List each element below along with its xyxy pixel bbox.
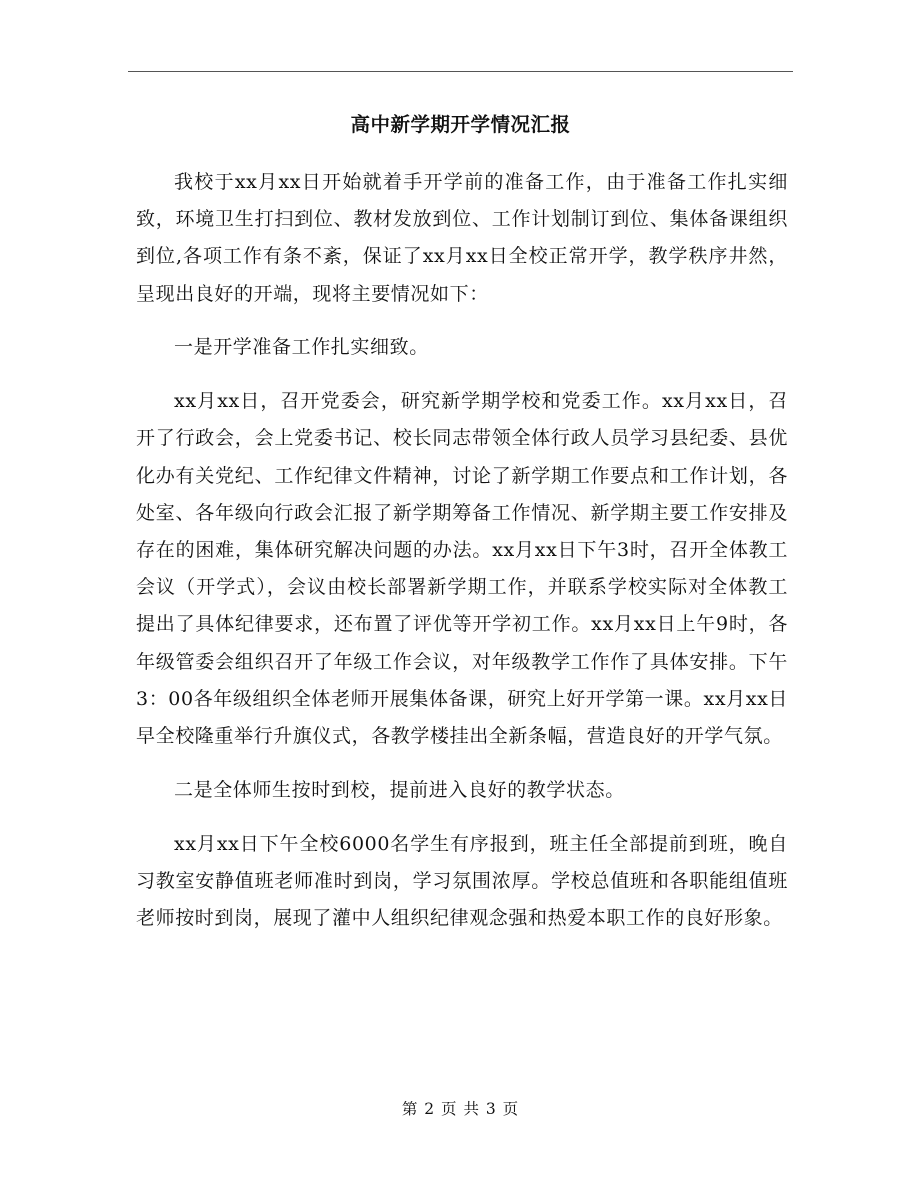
paragraph-heading-two: 二是全体师生按时到校，提前进入良好的教学状态。 xyxy=(174,778,625,801)
paragraph-heading-one: 一是开学准备工作扎实细致。 xyxy=(174,336,429,359)
page-footer xyxy=(128,1097,793,1121)
document-title: 高中新学期开学情况汇报 xyxy=(350,113,571,136)
paragraph-intro: 我校于xx月xx日开始就着手开学前的准备工作，由于准备工作扎实细致，环境卫生打扫到位、教材发放到位、工作计划制订到位、集体备课组织到位,各项工作有条不紊，保证了xx月xx日全校正常开学，教学秩序井然，呈现出良好的开端，现将主要情况如下： xyxy=(136,171,788,305)
header-rule xyxy=(128,71,793,72)
paragraph-arrival-details: xx月xx日下午全校6000名学生有序报到，班主任全部提前到班，晚自习教室安静值班老师准时到岗，学习氛围浓厚。学校总值班和各职能组值班老师按时到岗，展现了灌中人组织纪律观念强和热爱本职工作的良好形象。 xyxy=(136,832,788,930)
page-number-label: 第 2 页 共 3 页 xyxy=(401,1100,520,1118)
document-body xyxy=(136,164,788,954)
paragraph-preparation-details: xx月xx日，召开党委会，研究新学期学校和党委工作。xx月xx日，召开了行政会，会上党委书记、校长同志带领全体行政人员学习县纪委、县优化办有关党纪、工作纪律文件精神，讨论了新学期工作要点和工作计划，各处室、各年级向行政会汇报了新学期筹备工作情况、新学期主要工作安排及存在的困难，集体研究解决问题的办法。xx月xx日下午3时，召开全体教工会议（开学式），会议由校长部署新学期工作，并联系学校实际对全体教工提出了具体纪律要求，还布置了评优等开学初工作。xx月xx日上午9时，各年级管委会组织召开了年级工作会议，对年级教学工作作了具体安排。下午3：00各年级组织全体老师开展集体备课，研究上好开学第一课。xx月xx日早全校隆重举行升旗仪式，各教学楼挂出全新条幅，营造良好的开学气氛。 xyxy=(136,390,788,748)
